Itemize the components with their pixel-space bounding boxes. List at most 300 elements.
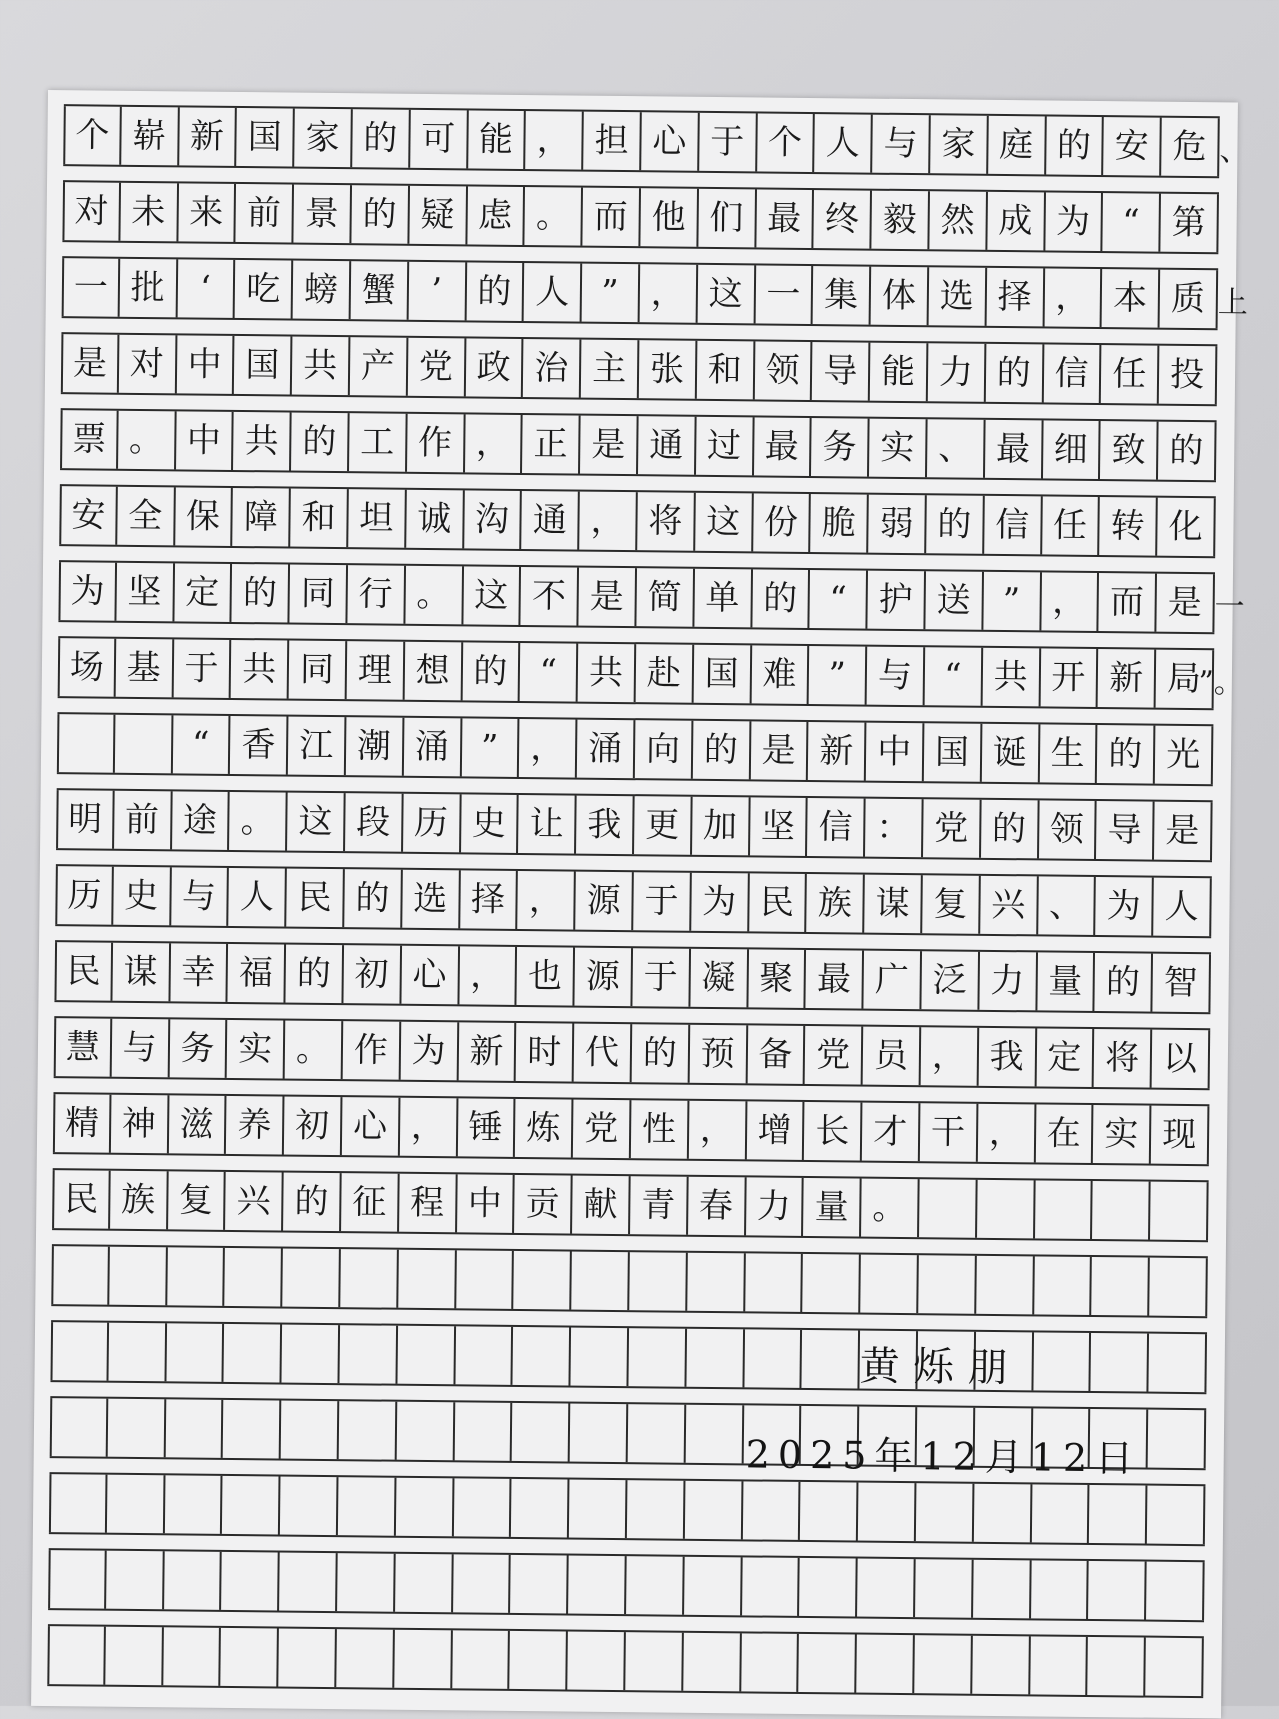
- grid-cell: 是: [1157, 574, 1215, 633]
- grid-cell: 复: [168, 1171, 226, 1230]
- essay-paper: [31, 90, 1250, 1718]
- grid-cell: 以: [1152, 1030, 1210, 1089]
- grid-cell: 弱: [868, 495, 926, 554]
- grid-cell: ，: [978, 1104, 1036, 1163]
- grid-cell: 的: [1095, 953, 1153, 1012]
- grid-cell: [225, 1248, 283, 1307]
- grid-cell: [108, 1323, 166, 1382]
- grid-cell: [163, 1627, 221, 1686]
- grid-cell: [685, 1481, 743, 1540]
- grid-cell: [1035, 1180, 1093, 1239]
- grid-cell: ，: [459, 946, 517, 1005]
- grid-cell: 任: [1101, 345, 1159, 404]
- grid-cell: [49, 1474, 107, 1533]
- grid-cell: [456, 1250, 514, 1309]
- grid-cell: ，: [579, 492, 637, 551]
- grid-cell: 。: [861, 1179, 919, 1238]
- grid-cell: [799, 1558, 857, 1617]
- grid-cell: 、: [1038, 876, 1096, 935]
- grid-cell: 为: [400, 1022, 458, 1081]
- grid-cell: 为: [1045, 192, 1103, 251]
- grid-cell: 征: [341, 1173, 399, 1232]
- grid-row: [52, 1168, 1209, 1242]
- grid-cell: [799, 1634, 857, 1693]
- grid-cell: 共: [982, 648, 1040, 707]
- grid-cell: [1147, 1486, 1205, 1545]
- grid-cell: [165, 1399, 223, 1458]
- grid-cell: [1088, 1561, 1146, 1620]
- grid-cell: 来: [178, 183, 236, 242]
- grid-cell: 作: [343, 1021, 401, 1080]
- grid-row: [62, 256, 1249, 330]
- grid-cell: 共: [578, 644, 636, 703]
- grid-cell: 史: [461, 794, 519, 853]
- grid-cell: 未: [120, 183, 178, 242]
- grid-row: [54, 1016, 1211, 1090]
- overflow-char: ”。: [1198, 665, 1245, 701]
- grid-cell: 化: [1157, 498, 1215, 557]
- grid-cell: 庭: [988, 116, 1046, 175]
- grid-row: [54, 940, 1211, 1014]
- grid-cell: [1089, 1485, 1147, 1544]
- grid-cell: ，: [519, 719, 577, 778]
- grid-cell: ，: [400, 1098, 458, 1157]
- grid-cell: 将: [637, 492, 695, 551]
- grid-cell: 他: [640, 188, 698, 247]
- grid-cell: 青: [630, 1176, 688, 1235]
- grid-cell: 质: [1160, 270, 1218, 329]
- grid-cell: [453, 1478, 511, 1537]
- grid-cell: [337, 1553, 395, 1612]
- grid-cell: [914, 1635, 972, 1694]
- grid-cell: “: [810, 570, 868, 629]
- grid-cell: [511, 1479, 569, 1538]
- grid-cell: 择: [986, 268, 1044, 327]
- grid-cell: [223, 1400, 281, 1459]
- grid-cell: 的: [1046, 116, 1104, 175]
- grid-cell: 景: [294, 185, 352, 244]
- grid-cell: 时: [516, 1023, 574, 1082]
- grid-cell: [628, 1328, 686, 1387]
- grid-cell: 现: [1151, 1106, 1209, 1165]
- grid-cell: 务: [811, 418, 869, 477]
- grid-cell: 终: [814, 190, 872, 249]
- grid-cell: 向: [635, 720, 693, 779]
- grid-cell: 于: [633, 872, 691, 931]
- grid-cell: 投: [1159, 346, 1217, 405]
- grid-cell: [977, 1180, 1035, 1239]
- grid-cell: [107, 1399, 165, 1458]
- grid-cell: 香: [230, 716, 288, 775]
- grid-cell: 历: [403, 794, 461, 853]
- grid-row: [51, 1244, 1208, 1318]
- grid-cell: [282, 1249, 340, 1308]
- grid-cell: 力: [746, 1177, 804, 1236]
- grid-cell: ，: [1044, 268, 1102, 327]
- grid-cell: 代: [574, 1024, 632, 1083]
- grid-cell: [800, 1482, 858, 1541]
- grid-cell: 慧: [54, 1018, 112, 1077]
- grid-cell: [454, 1402, 512, 1461]
- grid-cell: [1031, 1484, 1089, 1543]
- grid-cell: [164, 1551, 222, 1610]
- grid-cell: 让: [518, 795, 576, 854]
- grid-cell: 与: [867, 647, 925, 706]
- grid-cell: 新: [179, 107, 237, 166]
- grid-row: [48, 1548, 1205, 1622]
- grid-cell: 的: [1097, 725, 1155, 784]
- grid-cell: 最: [806, 950, 864, 1009]
- grid-cell: 民: [54, 942, 112, 1001]
- grid-cell: 家: [930, 115, 988, 174]
- grid-cell: 于: [699, 113, 757, 172]
- grid-cell: 人: [1153, 878, 1211, 937]
- grid-cell: [976, 1256, 1034, 1315]
- grid-cell: 吃: [235, 260, 293, 319]
- grid-cell: 实: [1093, 1105, 1151, 1164]
- grid-cell: 神: [111, 1095, 169, 1154]
- grid-cell: 源: [575, 872, 633, 931]
- grid-cell: 。: [405, 566, 463, 625]
- grid-cell: [452, 1630, 510, 1689]
- grid-cell: [513, 1327, 571, 1386]
- grid-cell: [336, 1629, 394, 1688]
- grid-cell: 于: [632, 948, 690, 1007]
- grid-cell: [627, 1480, 685, 1539]
- grid-cell: [397, 1326, 455, 1385]
- grid-cell: 坦: [348, 489, 406, 548]
- grid-cell: [628, 1404, 686, 1463]
- grid-cell: 基: [115, 639, 173, 698]
- grid-cell: 是: [61, 334, 119, 393]
- grid-cell: 贡: [514, 1175, 572, 1234]
- grid-cell: [106, 1551, 164, 1610]
- grid-row: [60, 408, 1217, 482]
- grid-cell: ”: [461, 718, 519, 777]
- grid-cell: 谋: [864, 875, 922, 934]
- grid-cell: “: [1103, 193, 1161, 252]
- grid-cell: ，: [1041, 572, 1099, 631]
- grid-cell: 滋: [168, 1095, 226, 1154]
- grid-cell: 的: [693, 721, 751, 780]
- grid-cell: 理: [347, 641, 405, 700]
- grid-cell: [50, 1398, 108, 1457]
- grid-cell: [915, 1559, 973, 1618]
- grid-cell: 人: [815, 114, 873, 173]
- grid-cell: 备: [747, 1025, 805, 1084]
- grid-cell: [279, 1553, 337, 1612]
- grid-cell: 初: [343, 945, 401, 1004]
- grid-cell: 将: [1094, 1029, 1152, 1088]
- grid-cell: 这: [463, 566, 521, 625]
- grid-row: [57, 712, 1214, 786]
- grid-cell: 体: [871, 267, 929, 326]
- grid-cell: [339, 1401, 397, 1460]
- grid-cell: 对: [119, 335, 177, 394]
- grid-cell: ，: [689, 1101, 747, 1160]
- grid-cell: 献: [572, 1176, 630, 1235]
- grid-cell: [742, 1557, 800, 1616]
- grid-cell: 是: [750, 721, 808, 780]
- grid-cell: [1148, 1410, 1206, 1469]
- grid-cell: 正: [522, 415, 580, 474]
- grid-cell: “: [925, 647, 983, 706]
- grid-cell: 选: [929, 267, 987, 326]
- grid-cell: [1092, 1181, 1150, 1240]
- grid-row: [53, 1092, 1210, 1166]
- grid-cell: 而: [1099, 573, 1157, 632]
- grid-cell: 可: [410, 110, 468, 169]
- grid-cell: 量: [1037, 952, 1095, 1011]
- grid-cell: “: [172, 715, 230, 774]
- grid-cell: 们: [698, 189, 756, 248]
- grid-cell: ，: [526, 111, 584, 170]
- grid-cell: [1149, 1258, 1207, 1317]
- grid-cell: 涌: [404, 718, 462, 777]
- grid-cell: 任: [1042, 496, 1100, 555]
- grid-cell: [105, 1627, 163, 1686]
- grid-cell: 这: [697, 265, 755, 324]
- grid-cell: 前: [236, 184, 294, 243]
- grid-cell: [1091, 1333, 1149, 1392]
- grid-cell: ”: [983, 572, 1041, 631]
- grid-cell: [1034, 1256, 1092, 1315]
- grid-row: [59, 484, 1216, 558]
- grid-cell: 共: [231, 640, 289, 699]
- grid-cell: [973, 1560, 1031, 1619]
- grid-cell: 的: [981, 800, 1039, 859]
- grid-cell: 性: [631, 1100, 689, 1159]
- overflow-char: 一: [1214, 589, 1245, 625]
- grid-cell: [1150, 1182, 1208, 1241]
- grid-cell: [856, 1635, 914, 1694]
- grid-cell: 安: [59, 486, 117, 545]
- grid-cell: 我: [576, 796, 634, 855]
- grid-cell: 危: [1161, 118, 1219, 177]
- grid-cell: 务: [169, 1019, 227, 1078]
- grid-cell: [512, 1403, 570, 1462]
- grid-cell: 生: [1039, 724, 1097, 783]
- grid-row: [49, 1472, 1206, 1546]
- grid-cell: [571, 1328, 629, 1387]
- grid-cell: 智: [1153, 954, 1211, 1013]
- grid-cell: 新: [808, 722, 866, 781]
- grid-cell: [860, 1255, 918, 1314]
- grid-cell: 凝: [690, 949, 748, 1008]
- grid-cell: 为: [691, 873, 749, 932]
- grid-cell: [919, 1179, 977, 1238]
- grid-cell: ”: [809, 646, 867, 705]
- grid-cell: 在: [1035, 1104, 1093, 1163]
- grid-cell: 心: [342, 1097, 400, 1156]
- grid-cell: 转: [1100, 497, 1158, 556]
- grid-cell: 预: [689, 1025, 747, 1084]
- grid-cell: [395, 1554, 453, 1613]
- grid-cell: [742, 1481, 800, 1540]
- grid-cell: 段: [345, 793, 403, 852]
- grid-cell: 担: [583, 112, 641, 171]
- grid-cell: 为: [1096, 877, 1154, 936]
- grid-cell: [1149, 1334, 1207, 1393]
- grid-cell: 全: [117, 487, 175, 546]
- grid-cell: [51, 1246, 109, 1305]
- grid-cell: 前: [114, 791, 172, 850]
- grid-cell: [453, 1554, 511, 1613]
- grid-cell: [339, 1325, 397, 1384]
- grid-cell: 最: [754, 417, 812, 476]
- grid-cell: 难: [751, 645, 809, 704]
- grid-cell: 一: [62, 258, 120, 317]
- grid-cell: [394, 1630, 452, 1689]
- grid-cell: [569, 1480, 627, 1539]
- grid-cell: [570, 1404, 628, 1463]
- grid-cell: 主: [581, 340, 639, 399]
- grid-cell: 领: [1039, 800, 1097, 859]
- grid-cell: [48, 1550, 106, 1609]
- grid-cell: 产: [350, 337, 408, 396]
- grid-cell: 江: [288, 717, 346, 776]
- grid-cell: 福: [228, 944, 286, 1003]
- grid-cell: [803, 1254, 861, 1313]
- grid-cell: 是: [580, 416, 638, 475]
- grid-cell: 选: [402, 870, 460, 929]
- grid-cell: 细: [1043, 420, 1101, 479]
- grid-cell: [164, 1475, 222, 1534]
- grid-cell: 能: [468, 110, 526, 169]
- grid-cell: 。: [525, 187, 583, 246]
- grid-cell: [802, 1330, 860, 1389]
- grid-row: [63, 104, 1250, 178]
- grid-cell: 源: [575, 948, 633, 1007]
- grid-cell: 炼: [515, 1099, 573, 1158]
- grid-cell: ，: [921, 1027, 979, 1086]
- grid-cell: 春: [688, 1177, 746, 1236]
- grid-cell: [167, 1247, 225, 1306]
- grid-cell: ，: [518, 871, 576, 930]
- grid-cell: 第: [1161, 194, 1219, 253]
- grid-cell: [916, 1483, 974, 1542]
- grid-cell: 更: [634, 796, 692, 855]
- grid-cell: [918, 1255, 976, 1314]
- grid-cell: 脆: [811, 494, 869, 553]
- grid-cell: [626, 1556, 684, 1615]
- grid-cell: “: [520, 643, 578, 702]
- grid-cell: ”: [582, 264, 640, 323]
- grid-cell: 人: [524, 263, 582, 322]
- grid-cell: 的: [351, 185, 409, 244]
- grid-cell: 保: [175, 487, 233, 546]
- grid-cell: [514, 1251, 572, 1310]
- grid-cell: 工: [349, 413, 407, 472]
- grid-cell: 崭: [121, 107, 179, 166]
- grid-cell: 复: [922, 875, 980, 934]
- grid-cell: 新: [458, 1022, 516, 1081]
- grid-cell: 初: [284, 1097, 342, 1156]
- overflow-char: 、: [1219, 133, 1250, 169]
- grid-cell: [222, 1476, 280, 1535]
- grid-row: [50, 1320, 1207, 1394]
- grid-cell: 的: [752, 569, 810, 628]
- grid-cell: 于: [173, 639, 231, 698]
- grid-cell: [340, 1249, 398, 1308]
- signature-name: 黄烁朋: [859, 1343, 1022, 1392]
- grid-cell: 才: [862, 1103, 920, 1162]
- grid-cell: 中: [457, 1174, 515, 1233]
- grid-cell: 增: [746, 1101, 804, 1160]
- grid-cell: 障: [233, 488, 291, 547]
- grid-cell: [280, 1477, 338, 1536]
- grid-cell: [281, 1401, 339, 1460]
- grid-cell: [685, 1405, 743, 1464]
- grid-cell: 国: [234, 336, 292, 395]
- grid-cell: 张: [639, 340, 697, 399]
- grid-cell: 毅: [872, 191, 930, 250]
- grid-cell: 诞: [982, 724, 1040, 783]
- grid-cell: 聚: [748, 949, 806, 1008]
- grid-cell: 。: [118, 411, 176, 470]
- grid-cell: 信: [1043, 344, 1101, 403]
- grid-cell: [858, 1483, 916, 1542]
- grid-cell: [224, 1324, 282, 1383]
- grid-cell: 护: [868, 571, 926, 630]
- grid-cell: 一: [755, 265, 813, 324]
- grid-cell: 不: [521, 567, 579, 626]
- grid-cell: 家: [294, 109, 352, 168]
- grid-cell: 长: [804, 1102, 862, 1161]
- grid-cell: ’: [408, 262, 466, 321]
- grid-cell: [1031, 1560, 1089, 1619]
- grid-cell: [115, 715, 173, 774]
- grid-cell: 泛: [921, 951, 979, 1010]
- grid-cell: 而: [583, 188, 641, 247]
- grid-cell: 个: [63, 106, 121, 165]
- grid-cell: 心: [401, 946, 459, 1005]
- grid-cell: 能: [870, 343, 928, 402]
- grid-cell: 与: [171, 867, 229, 926]
- grid-cell: 的: [1158, 422, 1216, 481]
- grid-cell: 这: [287, 793, 345, 852]
- grid-cell: 单: [694, 569, 752, 628]
- grid-cell: [166, 1323, 224, 1382]
- grid-cell: [972, 1636, 1030, 1695]
- grid-cell: 作: [407, 414, 465, 473]
- grid-cell: 的: [352, 109, 410, 168]
- grid-row: [58, 560, 1245, 634]
- grid-cell: 赴: [636, 644, 694, 703]
- grid-cell: 兴: [225, 1172, 283, 1231]
- grid-cell: 通: [522, 491, 580, 550]
- grid-cell: 的: [344, 869, 402, 928]
- grid-cell: 谋: [112, 943, 170, 1002]
- grid-cell: [50, 1322, 108, 1381]
- grid-cell: [629, 1252, 687, 1311]
- grid-cell: 集: [813, 266, 871, 325]
- grid-cell: 兴: [980, 876, 1038, 935]
- grid-cell: 定: [174, 563, 232, 622]
- overflow-char: 上: [1217, 285, 1249, 321]
- grid-cell: 最: [985, 420, 1043, 479]
- grid-row: [61, 332, 1218, 406]
- grid-cell: [221, 1628, 279, 1687]
- grid-cell: 国: [237, 108, 295, 167]
- grid-cell: 幸: [170, 943, 228, 1002]
- grid-cell: 族: [807, 874, 865, 933]
- grid-cell: 历: [55, 866, 113, 925]
- grid-cell: 螃: [293, 261, 351, 320]
- grid-cell: 简: [636, 568, 694, 627]
- grid-cell: [745, 1253, 803, 1312]
- grid-cell: [683, 1633, 741, 1692]
